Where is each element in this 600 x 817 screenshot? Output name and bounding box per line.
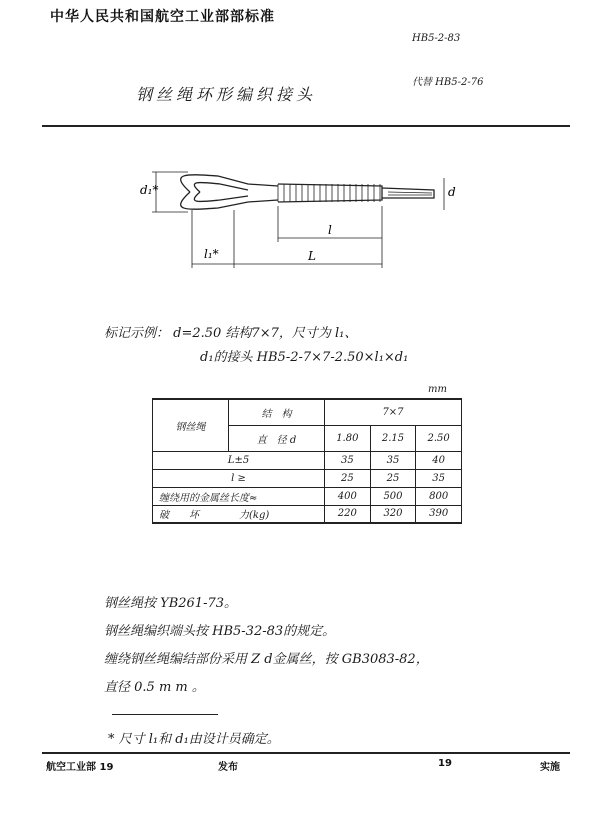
table-row <box>153 451 462 469</box>
dimension-lines <box>152 172 444 268</box>
splice-drawing <box>138 150 468 275</box>
diameter-cell: 2.50 <box>416 425 462 451</box>
document-title: 钢丝绳环形编织接头 <box>136 85 317 104</box>
diameter-cell: 1.80 <box>325 425 371 451</box>
table-row <box>153 505 462 523</box>
label-l1: l₁* <box>204 247 219 261</box>
row-label: l ≥ <box>153 469 325 487</box>
note-rope-standard: 钢丝绳按 YB261-73。 <box>104 596 238 611</box>
table-cell: 320 <box>370 505 416 523</box>
diameter-label: 直 径 d <box>229 425 325 451</box>
spec-table <box>152 398 462 524</box>
note-wire-material: 缠绕钢丝绳编结部份采用 Z d金属丝，按 GB3083-82， <box>104 652 429 667</box>
table-row <box>153 469 462 487</box>
replaces-standard: 代替 HB5-2-76 <box>412 77 484 88</box>
table-cell: 25 <box>325 469 371 487</box>
note-end-standard: 钢丝绳编织端头按 HB5-32-83的规定。 <box>104 624 336 639</box>
standard-number: HB5-2-83 <box>412 33 461 44</box>
group-label: 钢丝绳 <box>153 399 229 451</box>
footnote: * 尺寸 l₁和 d₁由设计员确定。 <box>108 732 280 747</box>
table-cell: 25 <box>370 469 416 487</box>
wrapping-lines <box>278 184 380 202</box>
table-cell: 500 <box>370 487 416 505</box>
label-L: L <box>308 249 316 263</box>
footer-publish: 发布 <box>218 762 238 773</box>
label-d: d <box>448 185 456 199</box>
footer-implement: 实施 <box>540 762 560 773</box>
table-cell: 35 <box>325 451 371 469</box>
table-cell: 40 <box>416 451 462 469</box>
table-cell: 390 <box>416 505 462 523</box>
marking-example-line1: 标记示例： d=2.50 结构7×7，尺寸为 l₁、 <box>104 326 358 341</box>
wire-rope-loop <box>181 175 434 209</box>
structure-value: 7×7 <box>325 399 462 425</box>
footer-issuer: 航空工业部 19 <box>46 762 114 773</box>
footer-year: 19 <box>438 758 452 769</box>
issuing-organization: 中华人民共和国航空工业部部标准 <box>50 9 275 25</box>
diameter-cell: 2.15 <box>370 425 416 451</box>
table-cell: 400 <box>325 487 371 505</box>
structure-label: 结 构 <box>229 399 325 425</box>
row-label: 缠绕用的金属丝长度≈ <box>153 487 325 505</box>
footnote-rule <box>112 714 218 715</box>
header-rule <box>42 125 570 127</box>
table-cell: 35 <box>416 469 462 487</box>
marking-example-line2: d₁的接头 HB5-2-7×7-2.50×l₁×d₁ <box>200 350 409 365</box>
table-row <box>153 487 462 505</box>
row-label: 破 坏 力(kg) <box>153 505 325 523</box>
footer-rule <box>42 752 570 754</box>
table-cell: 800 <box>416 487 462 505</box>
table-unit: mm <box>428 384 447 395</box>
row-label: L±5 <box>153 451 325 469</box>
table-cell: 220 <box>325 505 371 523</box>
table-row <box>153 399 462 425</box>
label-d1: d₁* <box>140 183 159 197</box>
table-cell: 35 <box>370 451 416 469</box>
note-wire-diameter: 直径 0.5 m m 。 <box>104 680 205 695</box>
label-l: l <box>328 223 332 237</box>
